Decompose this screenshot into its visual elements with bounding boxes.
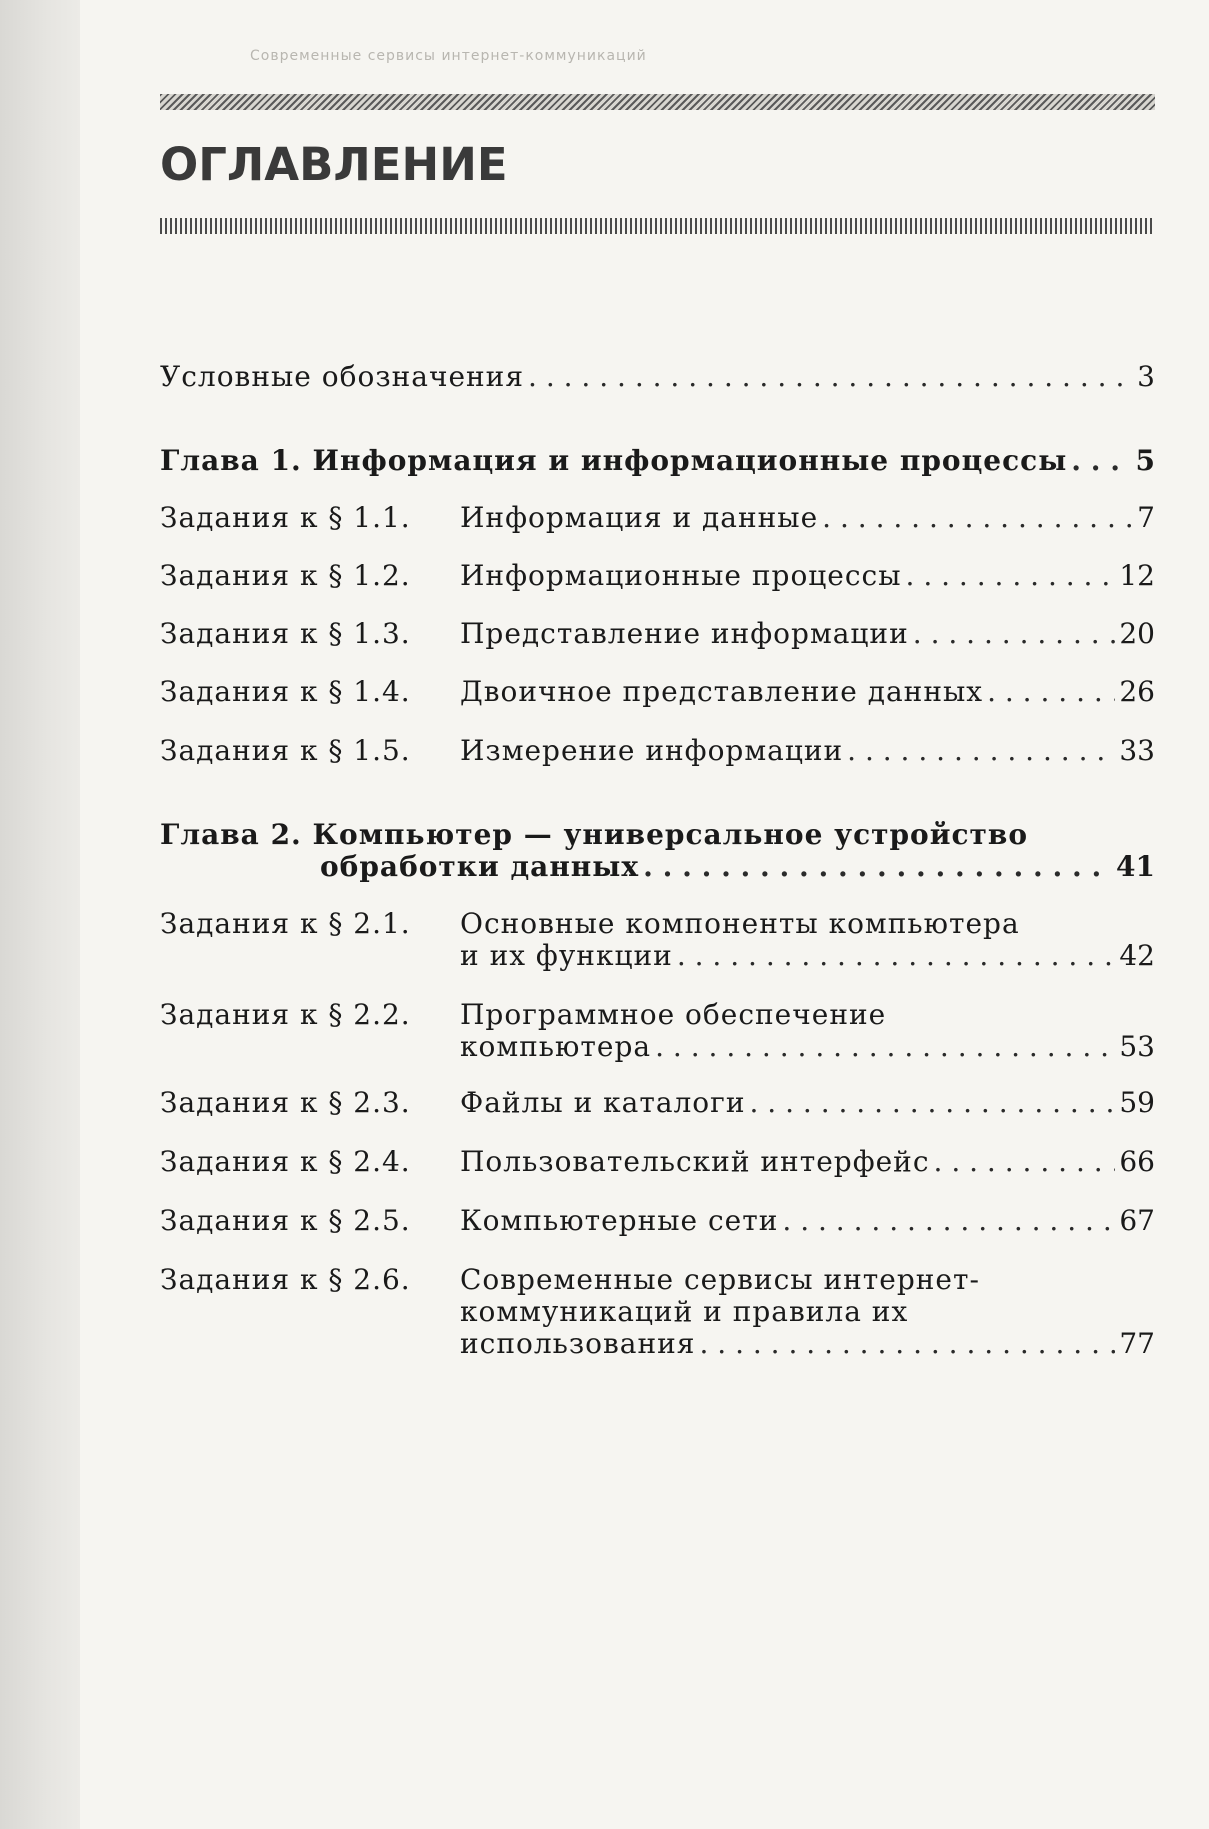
- toc-section-prefix: Задания к § 1.5.: [160, 734, 411, 767]
- table-of-contents: [160, 0, 1155, 1829]
- toc-entry-1-1[interactable]: [160, 498, 1155, 538]
- dot-leader: [913, 614, 1116, 654]
- toc-page-number: 77: [1119, 1327, 1155, 1360]
- toc-page-number: 12: [1119, 559, 1155, 592]
- dot-leader: [987, 672, 1115, 712]
- toc-section-prefix: Задания к § 2.6.: [160, 1263, 411, 1296]
- toc-entry-2-3[interactable]: [160, 1083, 1155, 1123]
- dot-leader: [528, 357, 1133, 397]
- dot-leader: [822, 498, 1133, 538]
- toc-page-number: 26: [1119, 675, 1155, 708]
- toc-chapter-title: Глава 1. Информация и информационные процессы: [160, 444, 1068, 477]
- toc-entry-title-line-2: и их функции: [460, 939, 673, 972]
- toc-page-number: 33: [1119, 734, 1155, 767]
- toc-entry-title-line-2: коммуникаций и правила их: [460, 1295, 909, 1328]
- toc-entry-title: Пользовательский интерфейс: [460, 1145, 930, 1178]
- toc-entry-title-line-1: Программное обеспечение: [460, 998, 887, 1031]
- dot-leader: [677, 936, 1116, 976]
- toc-section-prefix: Задания к § 1.1.: [160, 501, 411, 534]
- toc-entry-title-line-1: Современные сервисы интернет-: [460, 1263, 980, 1296]
- toc-entry-title: Компьютерные сети: [460, 1204, 779, 1237]
- toc-entry-title-line-3: использования: [460, 1327, 696, 1360]
- toc-entry-2-6[interactable]: [160, 1260, 1155, 1364]
- page-margin: [0, 0, 80, 1829]
- toc-entry-title: Информационные процессы: [460, 559, 902, 592]
- page-title: ОГЛАВЛЕНИЕ: [160, 138, 508, 191]
- toc-entry-title: Файлы и каталоги: [460, 1086, 746, 1119]
- toc-section-prefix: Задания к § 2.2.: [160, 998, 411, 1031]
- toc-entry-2-5[interactable]: [160, 1201, 1155, 1241]
- toc-section-prefix: Задания к § 2.4.: [160, 1145, 411, 1178]
- toc-page-number: 66: [1119, 1145, 1155, 1178]
- toc-chapter-title-line-1: Глава 2. Компьютер — универсальное устройство: [160, 818, 1029, 851]
- dot-leader: [655, 1027, 1115, 1067]
- toc-section-prefix: Задания к § 2.5.: [160, 1204, 411, 1237]
- dot-leader: [782, 1201, 1115, 1241]
- running-head: Современные сервисы интернет-коммуникаций: [250, 48, 647, 64]
- toc-section-prefix: Задания к § 1.3.: [160, 617, 411, 650]
- toc-page-number: 42: [1119, 939, 1155, 972]
- dot-leader: [934, 1142, 1116, 1182]
- dot-leader: [643, 847, 1112, 887]
- dot-leader: [906, 556, 1116, 596]
- toc-entry-2-2[interactable]: [160, 995, 1155, 1067]
- toc-page-number: 3: [1137, 360, 1155, 393]
- toc-entry-title: Информация и данные: [460, 501, 819, 534]
- toc-section-prefix: Задания к § 1.4.: [160, 675, 411, 708]
- dot-leader: [847, 731, 1115, 771]
- toc-entry-2-1[interactable]: [160, 904, 1155, 976]
- toc-page-number: 41: [1116, 850, 1155, 883]
- toc-page-number: 20: [1119, 617, 1155, 650]
- toc-entry-title-line-2: компьютера: [460, 1030, 652, 1063]
- toc-section-prefix: Задания к § 2.1.: [160, 907, 411, 940]
- toc-page-number: 53: [1119, 1030, 1155, 1063]
- toc-entry-title: Представление информации: [460, 617, 909, 650]
- toc-entry-title-line-1: Основные компоненты компьютера: [460, 907, 1020, 940]
- toc-page-number: 59: [1119, 1086, 1155, 1119]
- toc-entry-title: Измерение информации: [460, 734, 844, 767]
- dot-leader: [699, 1324, 1115, 1364]
- toc-page-number: 5: [1135, 444, 1155, 477]
- toc-chapter-title-line-2: обработки данных: [320, 850, 640, 883]
- toc-entry-title: Условные обозначения: [160, 360, 525, 393]
- toc-section-prefix: Задания к § 1.2.: [160, 559, 411, 592]
- toc-section-prefix: Задания к § 2.3.: [160, 1086, 411, 1119]
- toc-entry-chapter-2[interactable]: [160, 815, 1155, 887]
- toc-entry-2-4[interactable]: [160, 1142, 1155, 1182]
- toc-entry-chapter-1[interactable]: [160, 441, 1155, 481]
- toc-page-number: 7: [1137, 501, 1155, 534]
- toc-entry-conventions[interactable]: [160, 357, 1155, 397]
- dot-leader: [1071, 441, 1131, 481]
- toc-entry-title: Двоичное представление данных: [460, 675, 984, 708]
- dot-leader: [750, 1083, 1116, 1123]
- toc-page-number: 67: [1119, 1204, 1155, 1237]
- toc-entry-1-3[interactable]: [160, 614, 1155, 654]
- toc-entry-1-4[interactable]: [160, 672, 1155, 712]
- toc-entry-1-5[interactable]: [160, 731, 1155, 771]
- toc-entry-1-2[interactable]: [160, 556, 1155, 596]
